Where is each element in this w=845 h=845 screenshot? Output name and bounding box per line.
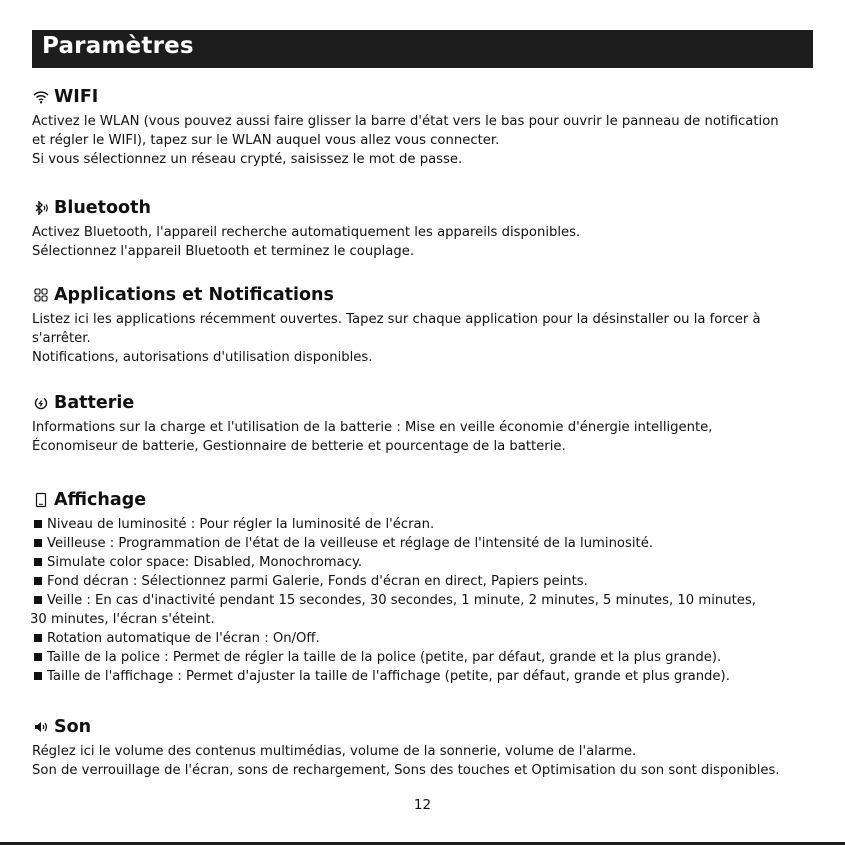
- section-title-sound: Son: [54, 717, 92, 737]
- bullet-square: [34, 558, 42, 566]
- battery-icon: [32, 395, 50, 411]
- display-bullet-color-space: Simulate color space: Disabled, Monochromacy.: [32, 553, 832, 572]
- apps-line-1: Listez ici les applications récemment ouvertes. Tapez sur chaque application pour la désinstaller ou la forcer à: [32, 312, 761, 327]
- battery-line-2: Économiseur de batterie, Gestionnaire de betterie et pourcentage de la batterie.: [32, 439, 566, 454]
- display-bullet-brightness: Niveau de luminosité : Pour régler la luminosité de l'écran.: [32, 515, 832, 534]
- section-heading-sound: [32, 716, 832, 738]
- section-wifi: [32, 86, 832, 169]
- display-bullet-wallpaper: Fond décran : Sélectionnez parmi Galerie, Fonds d'écran en direct, Papiers peints.: [32, 572, 832, 591]
- display-bullet-night-light: Veilleuse : Programmation de l'état de la veilleuse et réglage de l'intensité de la luminosité.: [32, 534, 832, 553]
- section-heading-apps: [32, 284, 832, 306]
- bullet-square: [34, 539, 42, 547]
- title-bar: [32, 30, 813, 68]
- wifi-line-1: Activez le WLAN (vous pouvez aussi faire glisser la barre d'état vers le bas pour ouvrir le panneau de notification: [32, 114, 779, 129]
- display-bullet-sleep: Veille : En cas d'inactivité pendant 15 secondes, 30 secondes, 1 minute, 2 minutes, 5 minutes, 10 minutes,: [32, 591, 832, 610]
- display-icon: [32, 492, 50, 508]
- bullet-square: [34, 577, 42, 585]
- page-number: 12: [413, 797, 432, 813]
- display-bullet-rotation: Rotation automatique de l'écran : On/Off.: [32, 629, 832, 648]
- section-apps: [32, 284, 832, 367]
- display-bullet-display-size: Taille de l'affichage : Permet d'ajuster la taille de l'affichage (petite, par défaut, grande et plus grande).: [32, 667, 832, 686]
- section-title-wifi: WIFI: [54, 87, 99, 107]
- display-bullet-sleep-continuation: 30 minutes, l'écran s'éteint.: [30, 612, 215, 627]
- section-heading-battery: [32, 392, 832, 414]
- section-heading-display: [32, 489, 832, 511]
- bluetooth-line-1: Activez Bluetooth, l'appareil recherche automatiquement les appareils disponibles.: [32, 225, 581, 240]
- section-bluetooth: [32, 197, 832, 261]
- bluetooth-line-2: Sélectionnez l'appareil Bluetooth et terminez le couplage.: [32, 244, 415, 259]
- section-heading-bluetooth: [32, 197, 832, 219]
- wifi-line-2: et régler le WIFI), tapez sur le WLAN auquel vous allez vous connecter.: [32, 133, 500, 148]
- section-sound: [32, 716, 832, 780]
- bluetooth-icon: [32, 200, 50, 216]
- page-title: Paramètres: [42, 33, 194, 59]
- section-battery: [32, 392, 832, 456]
- speaker-icon: [32, 719, 50, 735]
- bullet-square: [34, 634, 42, 642]
- bullet-square: [34, 653, 42, 661]
- wifi-icon: [32, 89, 50, 105]
- section-title-apps: Applications et Notifications: [54, 285, 334, 305]
- section-display: [32, 489, 832, 686]
- bullet-square: [34, 520, 42, 528]
- sound-line-2: Son de verrouillage de l'écran, sons de rechargement, Sons des touches et Optimisation du son sont disponibles.: [32, 763, 780, 778]
- section-title-battery: Batterie: [54, 393, 135, 413]
- wifi-line-3: Si vous sélectionnez un réseau crypté, saisissez le mot de passe.: [32, 152, 463, 167]
- section-title-display: Affichage: [54, 490, 147, 510]
- section-title-bluetooth: Bluetooth: [54, 198, 151, 218]
- apps-line-3: Notifications, autorisations d'utilisation disponibles.: [32, 350, 373, 365]
- battery-line-1: Informations sur la charge et l'utilisation de la batterie : Mise en veille économie d'énergie intelligente,: [32, 420, 713, 435]
- sound-line-1: Réglez ici le volume des contenus multimédias, volume de la sonnerie, volume de l'alarme.: [32, 744, 637, 759]
- bullet-square: [34, 672, 42, 680]
- bullet-square: [34, 596, 42, 604]
- section-heading-wifi: [32, 86, 832, 108]
- apps-grid-icon: [32, 287, 50, 303]
- display-bullet-font-size: Taille de la police : Permet de régler la taille de la police (petite, par défaut, grande et la plus grande).: [32, 648, 832, 667]
- apps-line-2: s'arrêter.: [32, 331, 91, 346]
